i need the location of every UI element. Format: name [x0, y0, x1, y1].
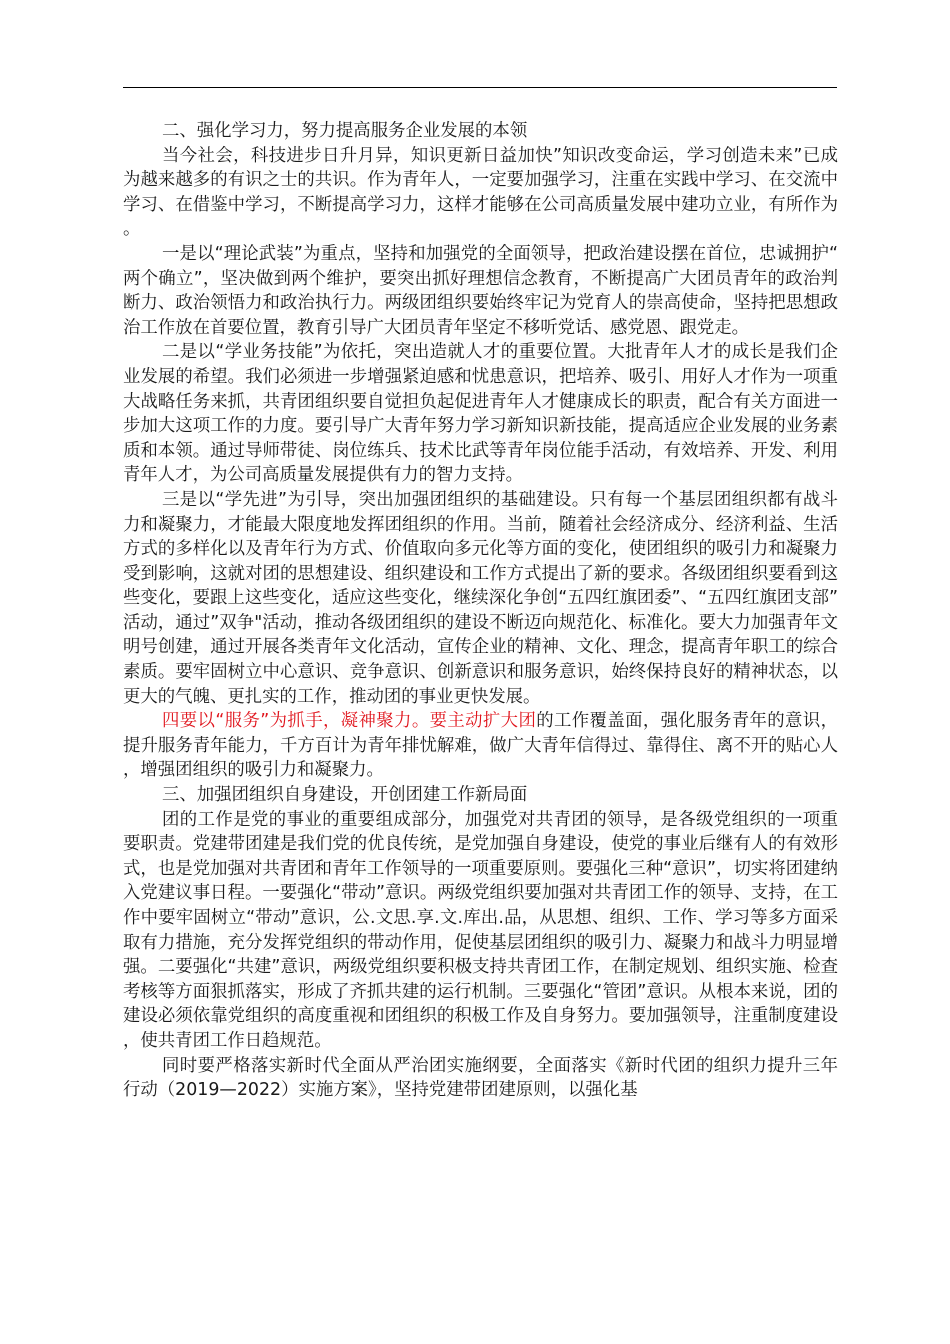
section-heading-3: 三、加强团组织自身建设，开创团建工作新局面 [162, 785, 528, 806]
paragraph-advanced: 三是以“学先进”为引导，突出加强团组织的基础建设。只有每一个基层团组织都有战斗力和凝聚力，才能最大限度地发挥团组织的作用。当前，随着社会经济成分、经济利益、生活方式的多样化以及青年行为方式、价值取向多元化等方面的变化，使团组织的吸引力和凝聚力受到影响，这就对团的思想建设、组织建设和工作方式提出了新的要求。各级团组织要看到这些变化，要跟上这些变化，适应这些变化，继续深化争创“五四红旗团委”、“五四红旗团支部”活动，通过”双争"活动，推动各级团组织的建设不断迈向规范化、标准化。要大力加强青年文明号创建，通过开展各类青年文化活动，宣传企业的精神、文化、理念，提高青年职工的综合素质。要牢固树立中心意识、竞争意识、创新意识和服务意识，始终保持良好的精神状态，以更大的气魄、更扎实的工作，推动团的事业更快发展。 [123, 489, 838, 707]
paragraph-theory: 一是以“理论武装”为重点，坚持和加强党的全面领导，把政治建设摆在首位，忠诚拥护“两个确立”，坚决做到两个维护，要突出抓好理想信念教育，不断提高广大团员青年的政治判断力、政治领悟力和政治执行力。两级团组织要始终牢记为党育人的崇高使命，坚持把思想政治工作放在首要位置，教育引导广大团员青年坚定不移听党话、感党恩、跟党走。 [123, 243, 838, 338]
paragraph-skills: 二是以“学业务技能”为依托，突出造就人才的重要位置。大批青年人才的成长是我们企业发展的希望。我们必须进一步增强紧迫感和忧患意识，把培养、吸引、用好人才作为一项重大战略任务来抓，共青团组织要自觉担负起促进青年人才健康成长的职责，配合有关方面进一步加大这项工作的力度。要引导广大青年努力学习新知识新技能，提高适应企业发展的业务素质和本领。通过导师带徒、岗位练兵、技术比武等青年岗位能手活动，有效培养、开发、利用青年人才，为公司高质量发展提供有力的智力支持。 [123, 342, 838, 486]
header-rule [123, 87, 837, 88]
paragraph-service: 四要以“服务”为抓手，凝神聚力。要主动扩大团的工作覆盖面，强化服务青年的意识，提升服务青年能力，千方百计为青年排忧解难，做广大青年信得过、靠得住、离不开的贴心人，增强团组织的吸引力和凝聚力。 [123, 711, 838, 781]
paragraph-party-leadership: 团的工作是党的事业的重要组成部分，加强党对共青团的领导，是各级党组织的一项重要职责。党建带团建是我们党的优良传统，是党加强自身建设，使党的事业后继有人的有效形式，也是党加强对共青团和青年工作领导的一项重要原则。要强化三种“意识”，切实将团建纳入党建议事日程。一要强化“带动”意识。两级党组织要加强对共青团工作的领导、支持，在工作中要牢固树立“带动”意识，公.文思.享.文.库出.品，从思想、组织、工作、学习等多方面采取有力措施，充分发挥党组织的带动作用，促使基层团组织的吸引力、凝聚力和战斗力明显增强。二要强化“共建”意识，两级党组织要积极支持共青团工作，在制定规划、组织实施、检查考核等方面狠抓落实，形成了齐抓共建的运行机制。三要强化“管团”意识。从根本来说，团的建设必须依靠党组织的高度重视和团组织的积极工作及自身努力。要加强领导，注重制度建设，使共青团工作日趋规范。 [123, 809, 838, 1051]
paragraph-learning-intro: 当今社会，科技进步日升月异，知识更新日益加快”知识改变命运，学习创造未来”已成为越来越多的有识之士的共识。作为青年人，一定要加强学习，注重在实践中学习、在交流中学习、在借鉴中学习，不断提高学习力，这样才能够在公司高质量发展中建功立业，有所作为。 [123, 145, 838, 240]
document-body [123, 119, 838, 1103]
paragraph-strict-governance: 同时要严格落实新时代全面从严治团实施纲要，全面落实《新时代团的组织力提升三年行动（2019—2022）实施方案》，坚持党建带团建原则，以强化基 [123, 1055, 838, 1101]
section-heading-2: 二、强化学习力，努力提高服务企业发展的本领 [162, 121, 528, 141]
highlighted-text: 四要以“服务”为抓手，凝神聚力。要主动扩大团 [162, 711, 537, 732]
